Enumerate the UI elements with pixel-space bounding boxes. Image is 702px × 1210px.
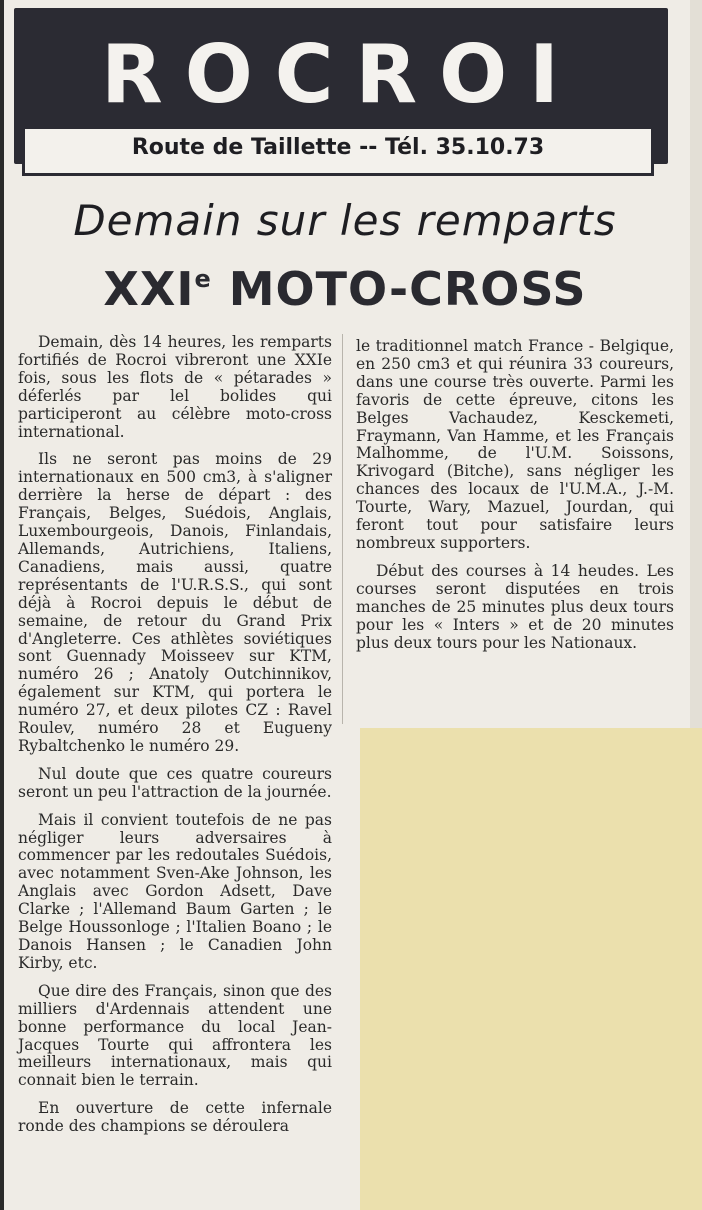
column-divider xyxy=(342,334,343,724)
paragraph: Mais il convient toutefois de ne pas négliger leurs adversaires à commencer par les redoutales Suédois, avec notamment Sven-Ake Johnson, les Anglais avec Gordon Adsett, Dave Clarke ; l'Allemand Baum Garten ; le Belge Houssonloge ; l'Italien Boano ; le Danois Hansen ; le Canadien John Kirby, etc. xyxy=(18,810,332,972)
article-title xyxy=(0,262,690,316)
adjacent-column-strip xyxy=(690,0,702,730)
article-kicker: Demain sur les remparts xyxy=(73,196,617,245)
masthead-title: ROCROI xyxy=(101,28,581,121)
masthead xyxy=(14,8,668,164)
paragraph: Que dire des Français, sinon que des milliers d'Ardennais attendent une bonne performance du local Jean-Jacques Tourte qui affrontera les meilleurs internationaux, mais qui connait bien le terrain. xyxy=(18,981,332,1090)
masthead-band xyxy=(22,126,654,176)
masthead-subtitle: Route de Taillette -- Tél. 35.10.73 xyxy=(131,135,545,160)
paragraph: Ils ne seront pas moins de 29 internationaux en 500 cm3, à s'aligner derrière la herse de départ : des Français, Belges, Suédois, Anglais, Luxembourgeois, Danois, Finlandais, Allemands, Autrichiens, Italiens, Canadiens, mais aussi, quatre représentants de l'U.R.S.S., qui sont déjà à Rocroi depuis le début de semaine, de retour du Grand Prix d'Angleterre. Ces athlètes soviétiques sont Guennady Moisseev sur KTM, numéro 26 ; Anatoly Outchinnikov, également sur KTM, qui portera le numéro 27, et deux pilotes CZ : Ravel Roulev, numéro 28 et Eugueny Rybaltchenko le numéro 29. xyxy=(18,450,332,755)
paragraph: Nul doute que ces quatre coureurs seront un peu l'attraction de la journée. xyxy=(18,764,332,801)
paragraph: En ouverture de cette infernale ronde des champions se déroulera xyxy=(18,1099,332,1136)
title-rest: MOTO-CROSS xyxy=(211,262,587,316)
paragraph: Début des courses à 14 heudes. Les courses seront disputées en trois manches de 25 minutes plus deux tours pour les « Inters » et de 20 minutes plus deux tours pour les Nationaux. xyxy=(356,561,674,652)
blank-paper-patch xyxy=(360,728,702,1210)
title-superscript: e xyxy=(194,265,212,293)
title-roman: XXI xyxy=(103,262,195,316)
paragraph: le traditionnel match France - Belgique, en 250 cm3 et qui réunira 33 coureurs, dans une course très ouverte. Parmi les favoris de cette épreuve, citons les Belges Vachaudez, Kesckemeti, Fraymann, Van Hamme, et les Français Malhomme, de l'U.M. Soissons, Krivogard (Bitche), sans négliger les chances des locaux de l'U.M.A., J.-M. Tourte, Wary, Mazuel, Jourdan, qui feront tout pour satisfaire leurs nombreux supporters. xyxy=(356,337,674,552)
article-column-2 xyxy=(356,338,674,662)
paragraph: Demain, dès 14 heures, les remparts fortifiés de Rocroi vibreront une XXIe fois, sous les flots de « pétarades » déferlés par lel bolides qui participeront au célèbre moto-cross international. xyxy=(18,333,332,441)
article-column-1 xyxy=(18,334,332,1146)
